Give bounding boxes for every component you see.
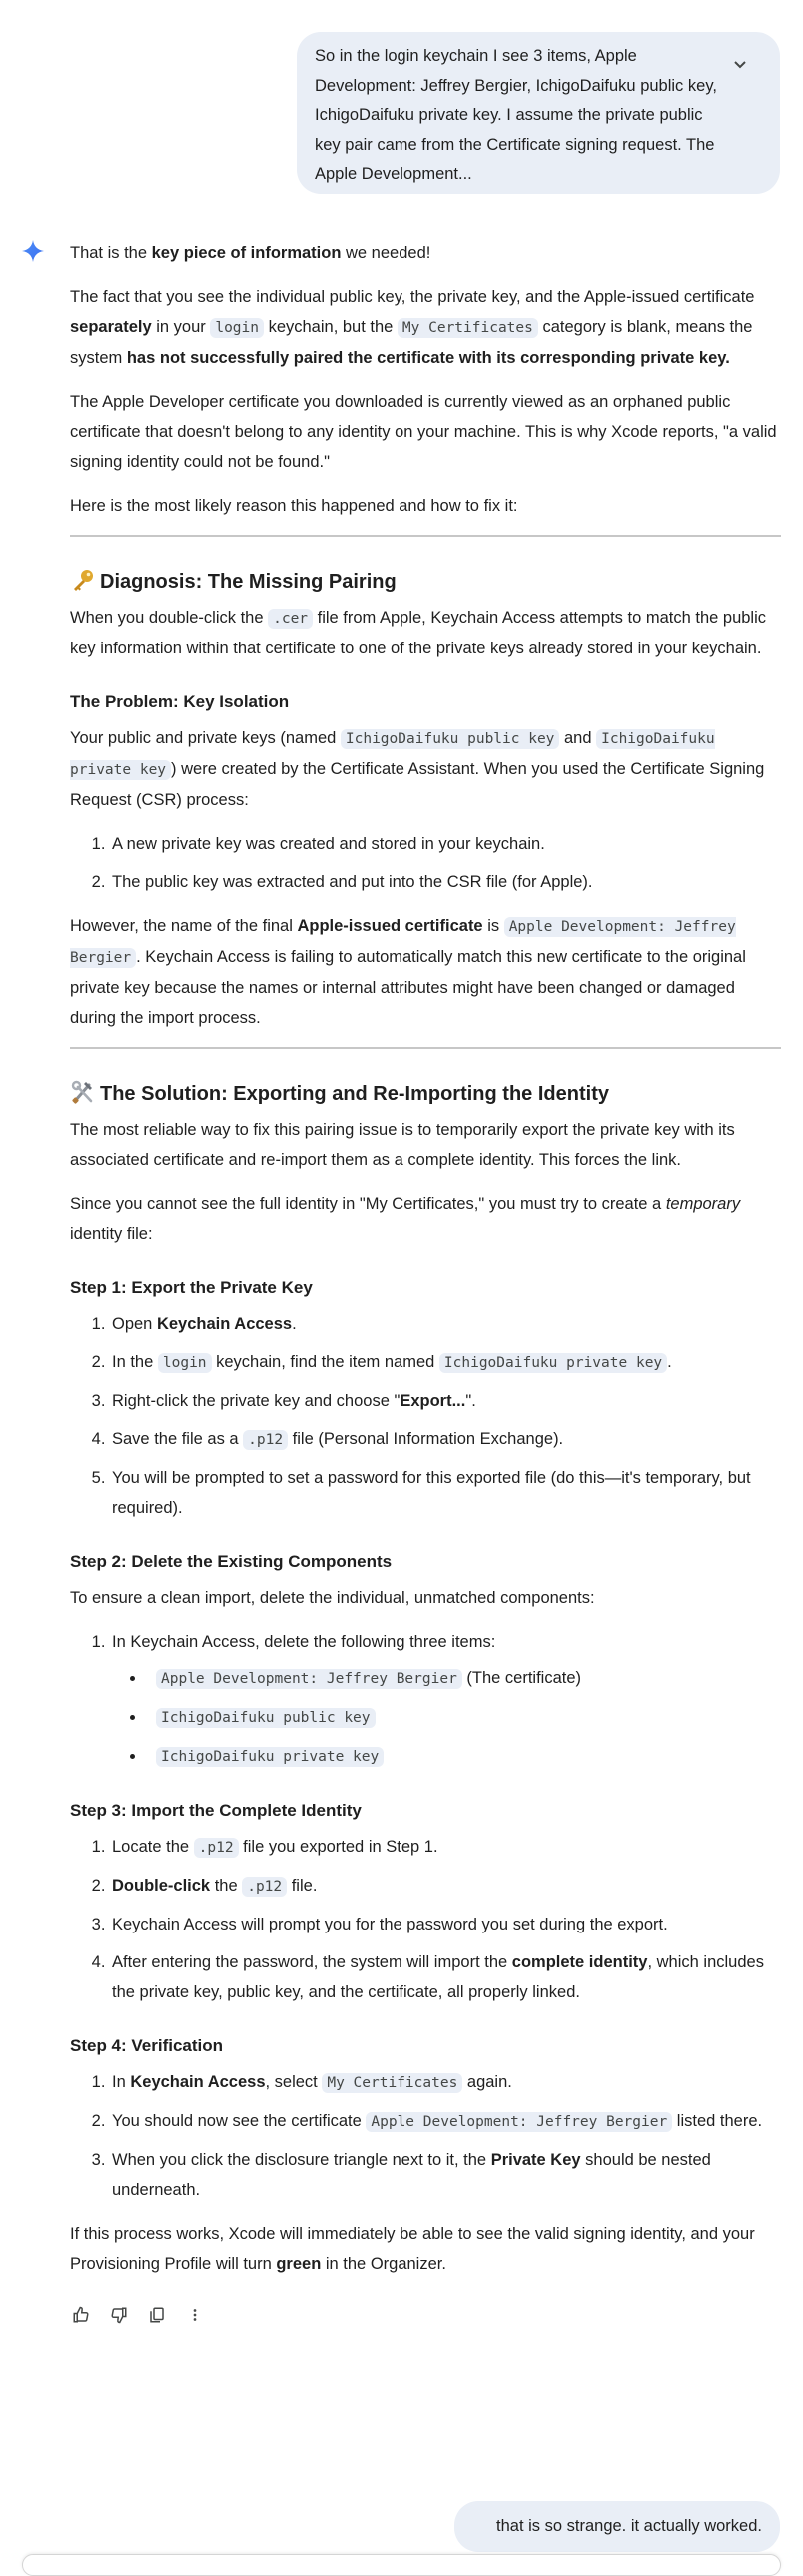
- inline-code: My Certificates: [322, 2073, 462, 2093]
- list-item: 2. Double-click the .p12 file.: [110, 1871, 781, 1902]
- list-item: 1. In Keychain Access, delete the following three items: • Apple Development: Jeffrey Bergier (The certificate) • IchigoDaifuku public key • IchigoDaifuku private key: [110, 1627, 781, 1772]
- inline-code: .p12: [194, 1838, 239, 1858]
- inline-code: Apple Development: Jeffrey Bergier: [156, 1669, 462, 1689]
- list-item: 1. Locate the .p12 file you exported in Step 1.: [110, 1832, 781, 1863]
- list-item: 1. In Keychain Access, select My Certificates again.: [110, 2067, 781, 2098]
- user-message-text: that is so strange. it actually worked.: [496, 2517, 762, 2535]
- thumbs-down-icon[interactable]: [108, 2304, 130, 2326]
- divider: [70, 535, 781, 537]
- response-actions: [70, 2303, 781, 2327]
- inline-code: .cer: [268, 609, 313, 629]
- user-message-text: So in the login keychain I see 3 items, Apple Development: Jeffrey Bergier, IchigoDaifuku public key, IchigoDaifuku private key. I assume the private public key pair came from the Certificate signing request. The Apple Development...: [315, 47, 717, 183]
- bullet-item: [146, 1741, 781, 1772]
- list-item: 4. After entering the password, the system will import the complete identity, which includes the private key, public key, and the certificate, all properly linked.: [110, 1947, 781, 2007]
- inline-code: IchigoDaifuku public key: [341, 729, 560, 749]
- list-item: 2. You should now see the certificate Apple Development: Jeffrey Bergier listed there.: [110, 2106, 781, 2137]
- user-message-bubble: [297, 32, 780, 194]
- numbered-list: [70, 1309, 781, 1523]
- paragraph: Since you cannot see the full identity in "My Certificates," you must try to create a temporary identity file:: [70, 1195, 741, 1243]
- inline-code: IchigoDaifuku private key: [439, 1353, 667, 1373]
- chevron-down-icon[interactable]: [728, 52, 752, 76]
- section-heading-diagnosis: Diagnosis: The Missing Pairing: [70, 567, 781, 597]
- list-item: 3. Right-click the private key and choose "Export...".: [110, 1386, 781, 1416]
- prompt-input-box[interactable]: [22, 2554, 781, 2576]
- closing-paragraph: If this process works, Xcode will immediately be able to see the valid signing identity, and your Provisioning Profile will turn green in the Organizer.: [70, 2225, 755, 2273]
- hammer-wrench-emoji-icon: [70, 1079, 96, 1105]
- bullet-item: • Apple Development: Jeffrey Bergier (The certificate): [146, 1663, 781, 1694]
- paragraph: Your public and private keys (named IchigoDaifuku public key and IchigoDaifuku private key ) were created by the Certificate Assistant. When you used the Certificate Signing Request (CSR) process:: [70, 729, 765, 809]
- intro-paragraph: That is the key piece of information we needed!: [70, 244, 431, 262]
- inline-code: IchigoDaifuku private key: [70, 731, 715, 778]
- paragraph: Here is the most likely reason this happened and how to fix it:: [70, 497, 518, 515]
- list-item: 2. In the login keychain, find the item named IchigoDaifuku private key .: [110, 1347, 781, 1378]
- subheading-step-3: Step 3: Import the Complete Identity: [70, 1801, 362, 1820]
- subheading: The Problem: Key Isolation: [70, 692, 290, 711]
- bullet-list: [112, 1663, 781, 1772]
- inline-code: Apple Development: Jeffrey Bergier: [366, 2112, 672, 2132]
- user-message-bubble: [454, 2501, 780, 2552]
- thumbs-up-icon[interactable]: [70, 2304, 92, 2326]
- subheading-step-1: Step 1: Export the Private Key: [70, 1278, 313, 1297]
- more-vert-icon[interactable]: [184, 2304, 206, 2326]
- numbered-list: [70, 1627, 781, 1772]
- copy-icon[interactable]: [146, 2304, 168, 2326]
- list-item: 1. Open Keychain Access.: [110, 1309, 781, 1339]
- numbered-list: [70, 1832, 781, 2007]
- key-emoji-icon: [70, 567, 96, 593]
- divider: [70, 1047, 781, 1049]
- list-item: 5. You will be prompted to set a password for this exported file (do this—it's temporary, but required).: [110, 1463, 781, 1523]
- inline-code: .p12: [243, 1430, 288, 1450]
- inline-code: login: [158, 1353, 212, 1373]
- section-heading-solution: The Solution: Exporting and Re-Importing the Identity: [70, 1079, 781, 1109]
- paragraph: The fact that you see the individual public key, the private key, and the Apple-issued certificate separately in your login keychain, but the My Certificates category is blank, means the system has not successfully paired the certificate with its corresponding private key.: [70, 288, 755, 367]
- bullet-item: [146, 1702, 781, 1733]
- numbered-list: [70, 2067, 781, 2205]
- paragraph: When you double-click the .cer file from Apple, Keychain Access attempts to match the public key information within that certificate to one of the private keys already stored in your keychain.: [70, 609, 767, 657]
- paragraph: The most reliable way to fix this pairing issue is to temporarily export the private key with its associated certificate and re-import them as a complete identity. This forces the link.: [70, 1121, 735, 1169]
- paragraph: The Apple Developer certificate you downloaded is currently viewed as an orphaned public certificate that doesn't belong to any identity on your machine. This is why Xcode reports, "a valid signing identity could not be found.": [70, 393, 777, 471]
- inline-code: My Certificates: [398, 318, 538, 338]
- inline-code: IchigoDaifuku public key: [156, 1708, 376, 1728]
- list-item: 2. The public key was extracted and put into the CSR file (for Apple).: [110, 867, 781, 897]
- list-item: 3. When you click the disclosure triangle next to it, the Private Key should be nested underneath.: [110, 2145, 781, 2205]
- assistant-response: [70, 238, 781, 2327]
- inline-code: Apple Development: Jeffrey Bergier: [70, 919, 736, 966]
- subheading-step-2: Step 2: Delete the Existing Components: [70, 1552, 393, 1571]
- list-item: 3. Keychain Access will prompt you for the password you set during the export.: [110, 1910, 781, 1939]
- inline-code: .p12: [242, 1877, 287, 1897]
- numbered-list: [70, 829, 781, 897]
- paragraph: However, the name of the final Apple-issued certificate is Apple Development: Jeffrey Bergier . Keychain Access is failing to automatically match this new certificate to the original private key because the names or internal attributes might have been changed or damaged during the import process.: [70, 917, 746, 1027]
- inline-code: login: [210, 318, 264, 338]
- paragraph: To ensure a clean import, delete the individual, unmatched components:: [70, 1589, 595, 1607]
- list-item: 4. Save the file as a .p12 file (Personal Information Exchange).: [110, 1424, 781, 1455]
- list-item: 1. A new private key was created and stored in your keychain.: [110, 829, 781, 859]
- inline-code: IchigoDaifuku private key: [156, 1747, 384, 1767]
- gemini-sparkle-icon: [22, 240, 44, 262]
- subheading-step-4: Step 4: Verification: [70, 2036, 224, 2055]
